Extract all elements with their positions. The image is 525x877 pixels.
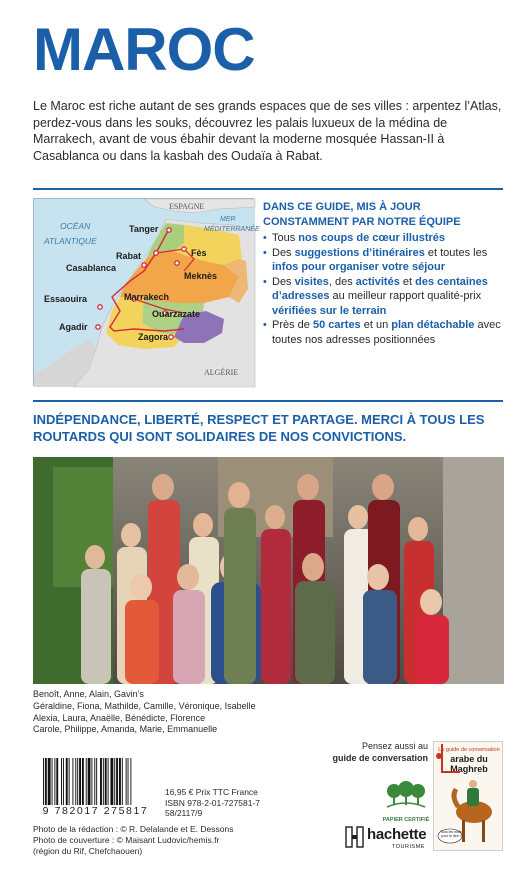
guide-list bbox=[263, 231, 508, 347]
guide-item bbox=[263, 246, 508, 275]
photo-credits bbox=[33, 824, 333, 856]
book-title-main: arabe du Maghreb bbox=[450, 754, 488, 774]
guide-item-text: Des bbox=[272, 246, 295, 259]
sea-label-2: MÉDITERRANÉE bbox=[204, 226, 260, 233]
publisher-sub: TOURISME bbox=[392, 844, 425, 850]
divider bbox=[33, 400, 503, 402]
conversation-guide-cover bbox=[433, 741, 503, 851]
bullet-icon: • bbox=[263, 246, 267, 259]
book-bubble: Tous les mots pour le dire ! bbox=[440, 830, 462, 838]
team-names bbox=[33, 689, 333, 736]
city-rabat: Rabat bbox=[116, 251, 142, 261]
book-title-top: Le guide de conversation bbox=[438, 747, 500, 753]
guide-item bbox=[263, 275, 508, 319]
city-essaouira: Essaouira bbox=[44, 294, 88, 304]
morocco-map bbox=[33, 198, 260, 386]
guide-item-text: , des bbox=[328, 275, 356, 288]
bullet-icon: • bbox=[263, 275, 267, 288]
names-line: Alexia, Laura, Anaëlle, Bénédicte, Florence bbox=[33, 712, 206, 723]
price-info bbox=[165, 787, 260, 819]
city-tanger: Tanger bbox=[129, 224, 159, 234]
manifesto: INDÉPENDANCE, LIBERTÉ, RESPECT ET PARTAGE. MERCI À TOUS LES ROUTARDS QUI SONT SOLIDAIRES DE NOS CONVICTIONS. bbox=[33, 412, 485, 444]
publisher-name: hachette bbox=[367, 826, 427, 843]
guide-item-text: et un bbox=[360, 319, 392, 331]
credit-line: Photo de la rédaction : © R. Delalande et E. Dessons bbox=[33, 824, 234, 834]
guide-item-highlight: nos coups de cœur illustrés bbox=[298, 232, 445, 244]
guide-item-highlight: plan détachable bbox=[391, 319, 475, 331]
guide-item bbox=[263, 231, 508, 246]
team-photo bbox=[33, 457, 504, 684]
guide-item-highlight: suggestions d’itinéraires bbox=[294, 246, 425, 259]
ocean-label-1: OCÉAN bbox=[60, 221, 91, 231]
guide-item-highlight: visites bbox=[294, 275, 329, 288]
guide-item-text: au meilleur rapport qualité-prix bbox=[329, 290, 482, 302]
guide-item bbox=[263, 318, 508, 347]
isbn-line: ISBN 978-2-01-727581-7 bbox=[165, 797, 260, 808]
city-agadir: Agadir bbox=[59, 322, 88, 332]
city-zagora: Zagora bbox=[138, 332, 169, 342]
algerie-label: ALGÉRIE bbox=[204, 368, 239, 377]
guide-heading: DANS CE GUIDE, MIS À JOUR CONSTAMMENT PAR NOTRE ÉQUIPE bbox=[263, 201, 461, 228]
barcode-digits: 9 782017 275817 bbox=[33, 805, 158, 817]
guide-item-highlight: des centaines d’adresses bbox=[272, 275, 488, 302]
guide-item-text: et toutes les bbox=[424, 246, 488, 259]
bullet-icon: • bbox=[263, 319, 267, 331]
espagne-label: ESPAGNE bbox=[169, 202, 205, 211]
guide-item-text: Tous bbox=[272, 232, 299, 244]
routard-icon bbox=[436, 753, 442, 759]
see-also bbox=[316, 740, 428, 764]
guide-features bbox=[263, 200, 508, 347]
guide-item-text: et bbox=[399, 275, 416, 288]
city-casablanca: Casablanca bbox=[66, 263, 117, 273]
city-fes: Fès bbox=[191, 248, 207, 258]
city-marrakech: Marrakech bbox=[124, 292, 170, 302]
city-meknes: Meknès bbox=[184, 271, 218, 281]
guide-item-text: avec toutes nos adresses positionnées bbox=[272, 319, 501, 346]
guide-item-text: Des bbox=[272, 275, 295, 288]
code-line: 58/2117/9 bbox=[165, 808, 203, 818]
city-ouarzazate: Ouarzazate bbox=[152, 309, 201, 319]
fsc-label: PAPIER CERTIFIÉ bbox=[382, 817, 430, 823]
guide-item-highlight: infos pour organiser votre séjour bbox=[272, 261, 445, 273]
sea-label-1: MER bbox=[220, 216, 236, 223]
guide-item-highlight: vérifiées sur le terrain bbox=[272, 304, 387, 317]
hachette-h-icon bbox=[345, 826, 365, 848]
credit-line: Photo de couverture : © Maisant Ludovic/hemis.fr bbox=[33, 834, 220, 845]
names-line: Carole, Philippe, Amanda, Marie, Emmanuelle bbox=[33, 724, 218, 735]
see-also-title: guide de conversation bbox=[332, 753, 428, 763]
guide-item-highlight: activités bbox=[355, 275, 400, 288]
page-title: MAROC bbox=[33, 16, 255, 83]
trees-icon bbox=[381, 781, 431, 811]
names-line: Géraldine, Fiona, Mathilde, Camille, Véronique, Isabelle bbox=[33, 700, 256, 711]
fsc-logo bbox=[381, 781, 431, 823]
names-line: Benoît, Anne, Alain, Gavin’s bbox=[33, 689, 144, 699]
ocean-label-2: ATLANTIQUE bbox=[44, 236, 97, 246]
price-line: 16,95 € Prix TTC France bbox=[165, 787, 258, 797]
guide-item-text: Près de bbox=[272, 319, 313, 331]
bullet-icon: • bbox=[263, 232, 267, 244]
divider bbox=[33, 188, 503, 190]
credit-line: (région du Rif, Chefchaouen) bbox=[33, 845, 143, 856]
see-also-line: Pensez aussi au bbox=[361, 741, 428, 751]
intro-text: Le Maroc est riche autant de ses grands espaces que de ses villes : arpentez l’Atlas, perdez-vous dans les souks, découvrez les palais luxueux de la médina de Marrakech, avant de vous ébahir devant la moderne mosquée Hassan-II à Casablanca ou dans la kasbah des Oudaïa à Rabat. bbox=[33, 99, 502, 163]
guide-item-highlight: 50 cartes bbox=[312, 319, 361, 331]
